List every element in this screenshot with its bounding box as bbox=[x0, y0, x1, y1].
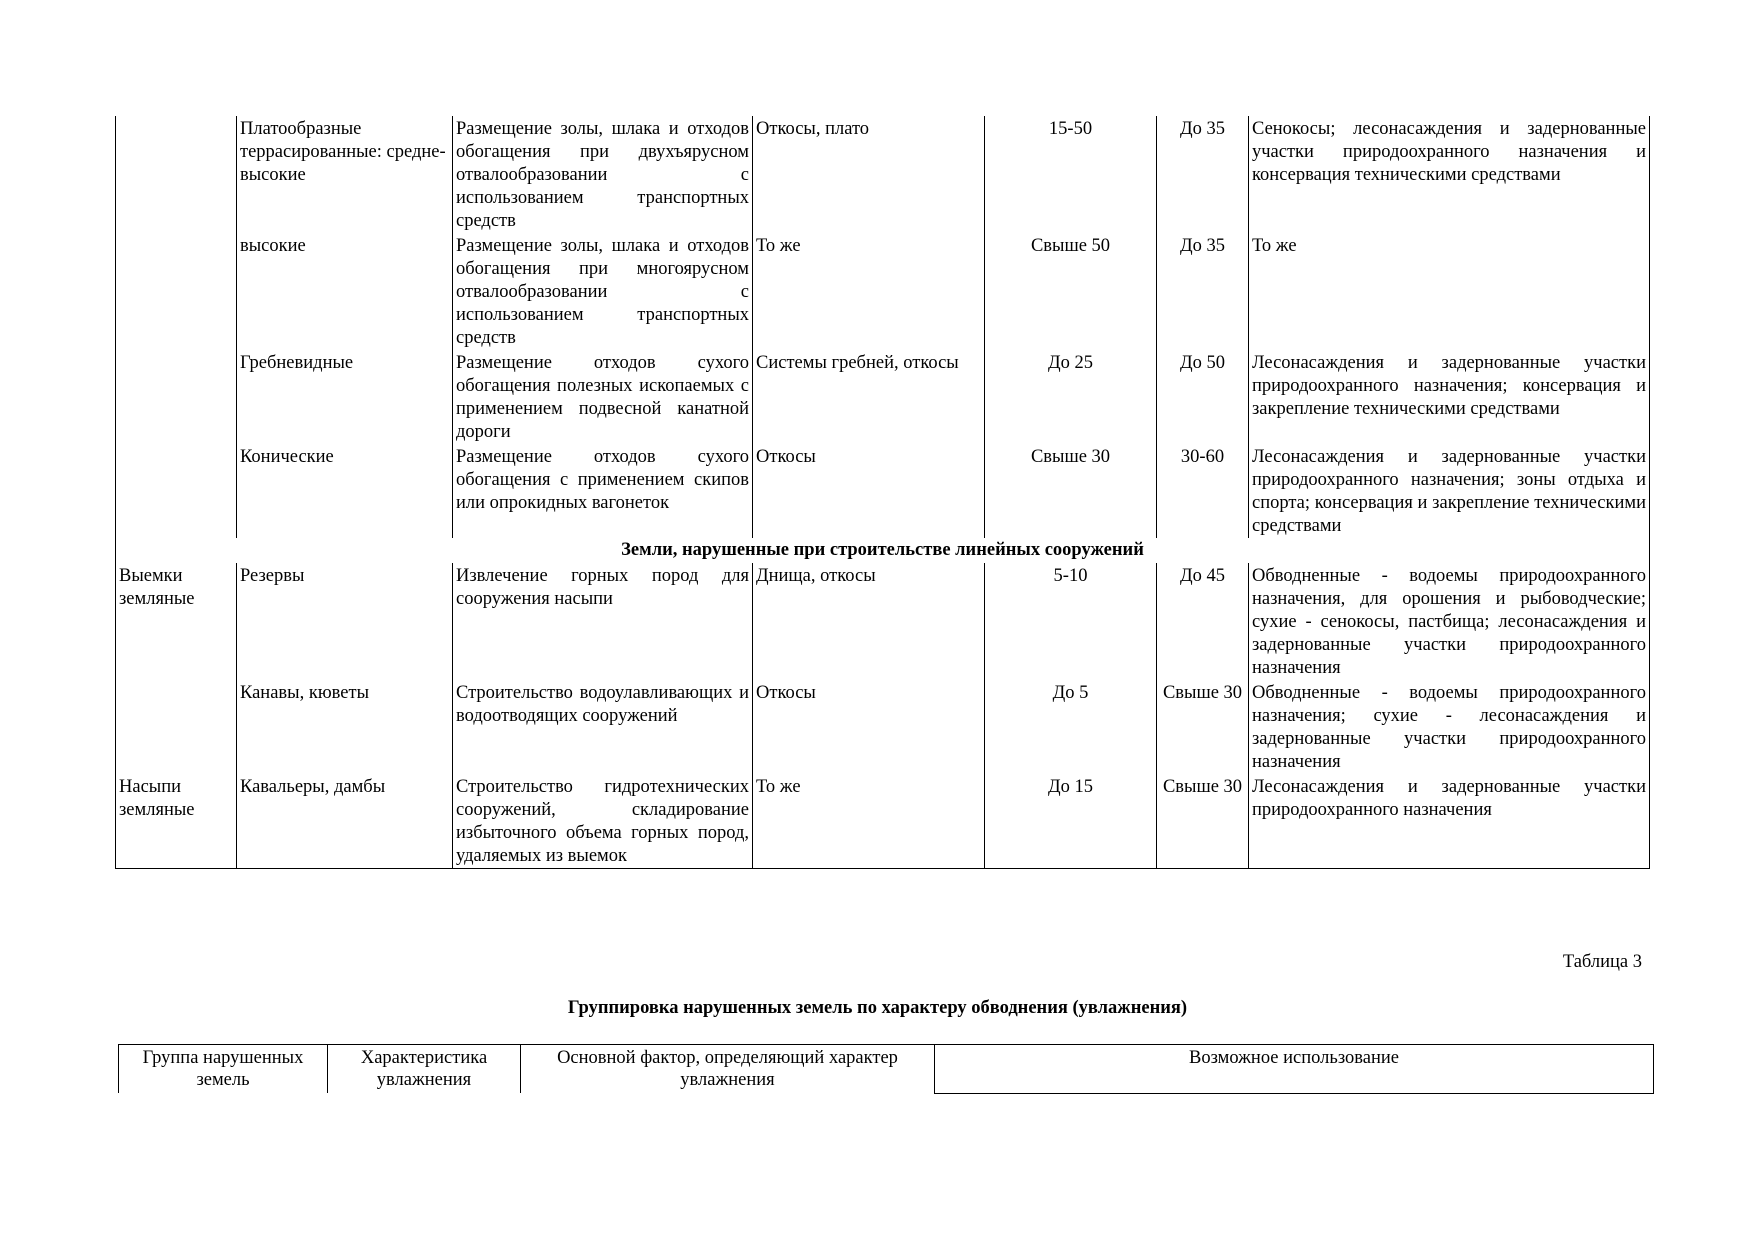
table-row bbox=[116, 233, 1650, 350]
cell-use: Сенокосы; лесонасаждения и задернованные участки природоохранного назначения и консервация техническими средствами bbox=[1249, 116, 1650, 233]
cell-elements: Откосы, плато bbox=[753, 116, 985, 233]
cell-elements: Системы гребней, откосы bbox=[753, 350, 985, 444]
header-moisture: Характеристика увлажнения bbox=[328, 1045, 521, 1094]
cell-type bbox=[116, 350, 237, 444]
cell-use: Обводненные - водоемы природоохранного назначения, для орошения и рыбоводческие; сухие - сенокосы, пастбища; лесонасаждения и задернованные участки природоохранного назначения bbox=[1249, 563, 1650, 680]
cell-type bbox=[116, 233, 237, 350]
cell-height: До 15 bbox=[985, 774, 1157, 869]
cell-subtype: Гребневидные bbox=[237, 350, 453, 444]
table-row bbox=[116, 774, 1650, 869]
land-classification-table bbox=[115, 116, 1650, 869]
cell-use: Лесонасаждения и задернованные участки природоохранного назначения; зоны отдыха и спорта; консервация и закрепление техническими средствами bbox=[1249, 444, 1650, 538]
cell-type: Насыпи земляные bbox=[116, 774, 237, 869]
cell-subtype: Конические bbox=[237, 444, 453, 538]
cell-slope: До 50 bbox=[1157, 350, 1249, 444]
cell-elements: То же bbox=[753, 233, 985, 350]
cell-slope: До 45 bbox=[1157, 563, 1249, 680]
cell-slope: Свыше 30 bbox=[1157, 680, 1249, 774]
cell-slope: До 35 bbox=[1157, 233, 1249, 350]
cell-type: Выемки земляные bbox=[116, 563, 237, 680]
cell-slope: Свыше 30 bbox=[1157, 774, 1249, 869]
cell-subtype: Кавальеры, дамбы bbox=[237, 774, 453, 869]
cell-origin: Размещение отходов сухого обогащения с применением скипов или опрокидных вагонеток bbox=[453, 444, 753, 538]
moisture-grouping-table bbox=[118, 1044, 1654, 1094]
cell-height: До 25 bbox=[985, 350, 1157, 444]
header-row bbox=[119, 1045, 1654, 1094]
cell-use: Лесонасаждения и задернованные участки природоохранного назначения; консервация и закрепление техническими средствами bbox=[1249, 350, 1650, 444]
cell-height: До 5 bbox=[985, 680, 1157, 774]
header-use: Возможное использование bbox=[935, 1045, 1654, 1094]
section-title: Земли, нарушенные при строительстве линейных сооружений bbox=[116, 538, 1650, 563]
cell-subtype: высокие bbox=[237, 233, 453, 350]
table-row bbox=[116, 680, 1650, 774]
cell-type bbox=[116, 444, 237, 538]
cell-height: Свыше 50 bbox=[985, 233, 1157, 350]
cell-elements: То же bbox=[753, 774, 985, 869]
cell-use: Обводненные - водоемы природоохранного назначения; сухие - лесонасаждения и задернованные участки природоохранного назначения bbox=[1249, 680, 1650, 774]
cell-use: То же bbox=[1249, 233, 1650, 350]
cell-slope: До 35 bbox=[1157, 116, 1249, 233]
header-group: Группа нарушенных земель bbox=[119, 1045, 328, 1094]
cell-origin: Строительство гидротехнических сооружений, складирование избыточного объема горных пород, удаляемых из выемок bbox=[453, 774, 753, 869]
cell-height: Свыше 30 bbox=[985, 444, 1157, 538]
cell-origin: Размещение золы, шлака и отходов обогащения при многоярусном отвалообразовании с использованием транспортных средств bbox=[453, 233, 753, 350]
cell-elements: Днища, откосы bbox=[753, 563, 985, 680]
cell-type bbox=[116, 116, 237, 233]
section-row bbox=[116, 538, 1650, 563]
cell-origin: Извлечение горных пород для сооружения насыпи bbox=[453, 563, 753, 680]
cell-elements: Откосы bbox=[753, 680, 985, 774]
cell-origin: Строительство водоулавливающих и водоотводящих сооружений bbox=[453, 680, 753, 774]
cell-slope: 30-60 bbox=[1157, 444, 1249, 538]
table-row bbox=[116, 116, 1650, 233]
cell-subtype: Канавы, кюветы bbox=[237, 680, 453, 774]
table-label: Таблица 3 bbox=[1562, 952, 1642, 972]
table-row bbox=[116, 563, 1650, 680]
cell-height: 5-10 bbox=[985, 563, 1157, 680]
cell-subtype: Платообразные террасированные: средне-высокие bbox=[237, 116, 453, 233]
cell-origin: Размещение отходов сухого обогащения полезных ископаемых с применением подвесной канатной дороги bbox=[453, 350, 753, 444]
cell-type bbox=[116, 680, 237, 774]
header-factor: Основной фактор, определяющий характер увлажнения bbox=[521, 1045, 935, 1094]
cell-origin: Размещение золы, шлака и отходов обогащения при двухъярусном отвалообразовании с использованием транспортных средств bbox=[453, 116, 753, 233]
table-title: Группировка нарушенных земель по характеру обводнения (увлажнения) bbox=[567, 998, 1188, 1018]
cell-elements: Откосы bbox=[753, 444, 985, 538]
table-row bbox=[116, 350, 1650, 444]
cell-use: Лесонасаждения и задернованные участки природоохранного назначения bbox=[1249, 774, 1650, 869]
cell-subtype: Резервы bbox=[237, 563, 453, 680]
table-row bbox=[116, 444, 1650, 538]
cell-height: 15-50 bbox=[985, 116, 1157, 233]
